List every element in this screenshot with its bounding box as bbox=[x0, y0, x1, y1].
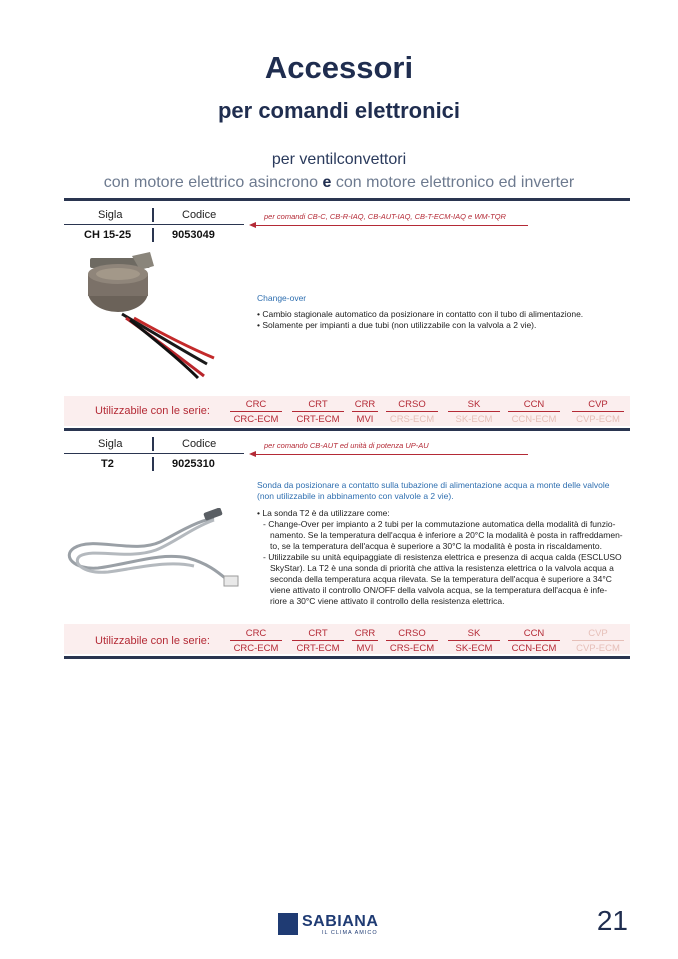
description-line: viene attivato il controllo ON/OFF della valvola acqua, se la temperatura dell'acqua è infe- bbox=[270, 585, 608, 595]
series-cvp: CVP bbox=[588, 628, 608, 639]
product-sigla: T2 bbox=[101, 458, 114, 470]
series-underline bbox=[230, 640, 282, 641]
arrow-line bbox=[254, 454, 528, 455]
series-underline bbox=[572, 640, 624, 641]
description-line: namento. Se la temperatura dell'acqua è inferiore a 20°C la modalità è posta in raffreddamen- bbox=[270, 530, 623, 540]
series-underline bbox=[508, 411, 560, 412]
series-sk-ecm: SK-ECM bbox=[455, 643, 493, 654]
sigla-header: Sigla bbox=[98, 438, 123, 450]
series-underline bbox=[448, 640, 500, 641]
description-line: to, se la temperatura dell'acqua è superiore a 30°C la modalità è posta in riscaldamento. bbox=[270, 541, 602, 551]
arrow-line bbox=[254, 225, 528, 226]
description-line: - Change-Over per impianto a 2 tubi per la commutazione automatica della modalità di funzio- bbox=[263, 519, 616, 529]
section-divider-top bbox=[64, 198, 630, 201]
intro-part-c: con motore elettronico ed inverter bbox=[335, 174, 575, 191]
column-separator bbox=[152, 208, 154, 222]
series-mvi: MVI bbox=[356, 643, 374, 654]
series-underline bbox=[448, 411, 500, 412]
intro-part-a: con motore elettrico asincrono bbox=[103, 174, 319, 191]
series-crt: CRT bbox=[308, 628, 328, 639]
series-underline bbox=[292, 411, 344, 412]
series-underline bbox=[352, 640, 378, 641]
sabiana-logo-icon bbox=[278, 913, 298, 935]
series-underline bbox=[386, 640, 438, 641]
description-bullet: • Cambio stagionale automatico da posizionare in contatto con il tubo di alimentazione. bbox=[257, 309, 584, 319]
column-separator bbox=[152, 228, 154, 242]
series-cvp: CVP bbox=[588, 399, 608, 410]
product-codice: 9053049 bbox=[172, 229, 215, 241]
series-crs-ecm: CRS-ECM bbox=[389, 414, 435, 425]
series-crt: CRT bbox=[308, 399, 328, 410]
brand-name: SABIANA bbox=[302, 913, 379, 930]
series-ccn: CCN bbox=[523, 399, 545, 410]
column-separator bbox=[152, 437, 154, 451]
page-subtitle: per comandi elettronici bbox=[217, 98, 461, 123]
change-over-sensor-image bbox=[82, 252, 222, 382]
series-crc-ecm: CRC-ECM bbox=[233, 643, 279, 654]
series-crr: CRR bbox=[354, 628, 376, 639]
series-sk-ecm: SK-ECM bbox=[455, 414, 493, 425]
series-underline bbox=[352, 411, 378, 412]
description-line: SkyStar). La T2 è una sonda di priorità che attiva la resistenza elettrica o la valvola acqua a bbox=[270, 563, 614, 573]
column-separator bbox=[152, 457, 154, 471]
series-label: Utilizzabile con le serie: bbox=[95, 405, 210, 417]
series-cvp-ecm: CVP-ECM bbox=[576, 643, 620, 654]
description-title: Sonda da posizionare a contatto sulla tubazione di alimentazione acqua a monte delle valvole bbox=[257, 480, 610, 490]
series-ccn-ecm: CCN-ECM bbox=[511, 414, 557, 425]
header-underline bbox=[64, 224, 244, 225]
series-ccn-ecm: CCN-ECM bbox=[511, 643, 557, 654]
t2-probe-image bbox=[64, 508, 244, 598]
series-crso: CRSO bbox=[398, 399, 426, 410]
series-ccn: CCN bbox=[523, 628, 545, 639]
series-underline bbox=[386, 411, 438, 412]
page-number: 21 bbox=[596, 905, 628, 936]
series-crc: CRC bbox=[245, 628, 267, 639]
product-sigla: CH 15-25 bbox=[84, 229, 132, 241]
sigla-header: Sigla bbox=[98, 209, 123, 221]
series-underline bbox=[572, 411, 624, 412]
series-crso: CRSO bbox=[398, 628, 426, 639]
series-crt-ecm: CRT-ECM bbox=[296, 643, 340, 654]
series-cvp-ecm: CVP-ECM bbox=[576, 414, 620, 425]
codice-header: Codice bbox=[182, 438, 217, 450]
intro-line-1: per ventilconvettori bbox=[271, 151, 407, 168]
series-underline bbox=[230, 411, 282, 412]
brand-tagline: IL CLIMA AMICO bbox=[322, 930, 378, 936]
description-line: • La sonda T2 è da utilizzare come: bbox=[257, 508, 390, 518]
page-title: Accessori bbox=[264, 50, 414, 85]
description-bullet: • Solamente per impianti a due tubi (non utilizzabile con la valvola a 2 vie). bbox=[257, 320, 537, 330]
intro-line-2 bbox=[0, 174, 678, 192]
section-divider-bottom bbox=[64, 656, 630, 659]
header-underline bbox=[64, 453, 244, 454]
series-underline bbox=[508, 640, 560, 641]
series-mvi: MVI bbox=[356, 414, 374, 425]
series-crc-ecm: CRC-ECM bbox=[233, 414, 279, 425]
series-crs-ecm: CRS-ECM bbox=[389, 643, 435, 654]
series-crr: CRR bbox=[354, 399, 376, 410]
series-underline bbox=[292, 640, 344, 641]
compatibility-note: per comandi CB-C, CB-R-IAQ, CB-AUT-IAQ, CB-T-ECM-IAQ e WM-TQR bbox=[264, 212, 506, 221]
description-line: - Utilizzabile su unità equipaggiate di resistenza elettrica e presenza di acqua calda (ESCLUSO bbox=[263, 552, 622, 562]
description-line: seconda della temperatura acqua rilevata. Se la temperatura dell'acqua è superiore a 34°C bbox=[270, 574, 612, 584]
series-label: Utilizzabile con le serie: bbox=[95, 635, 210, 647]
series-sk: SK bbox=[467, 399, 481, 410]
section-divider bbox=[64, 428, 630, 431]
codice-header: Codice bbox=[182, 209, 217, 221]
series-crt-ecm: CRT-ECM bbox=[296, 414, 340, 425]
description-line: riore a 30°C viene attivato il controllo della resistenza elettrica. bbox=[270, 596, 505, 606]
intro-part-b: e bbox=[322, 174, 332, 191]
series-crc: CRC bbox=[245, 399, 267, 410]
product-codice: 9025310 bbox=[172, 458, 215, 470]
compatibility-note: per comando CB-AUT ed unità di potenza UP-AU bbox=[264, 441, 429, 450]
description-title: Change-over bbox=[257, 293, 307, 303]
description-title-cont: (non utilizzabile in abbinamento con valvole a 2 vie). bbox=[257, 491, 454, 501]
series-sk: SK bbox=[467, 628, 481, 639]
